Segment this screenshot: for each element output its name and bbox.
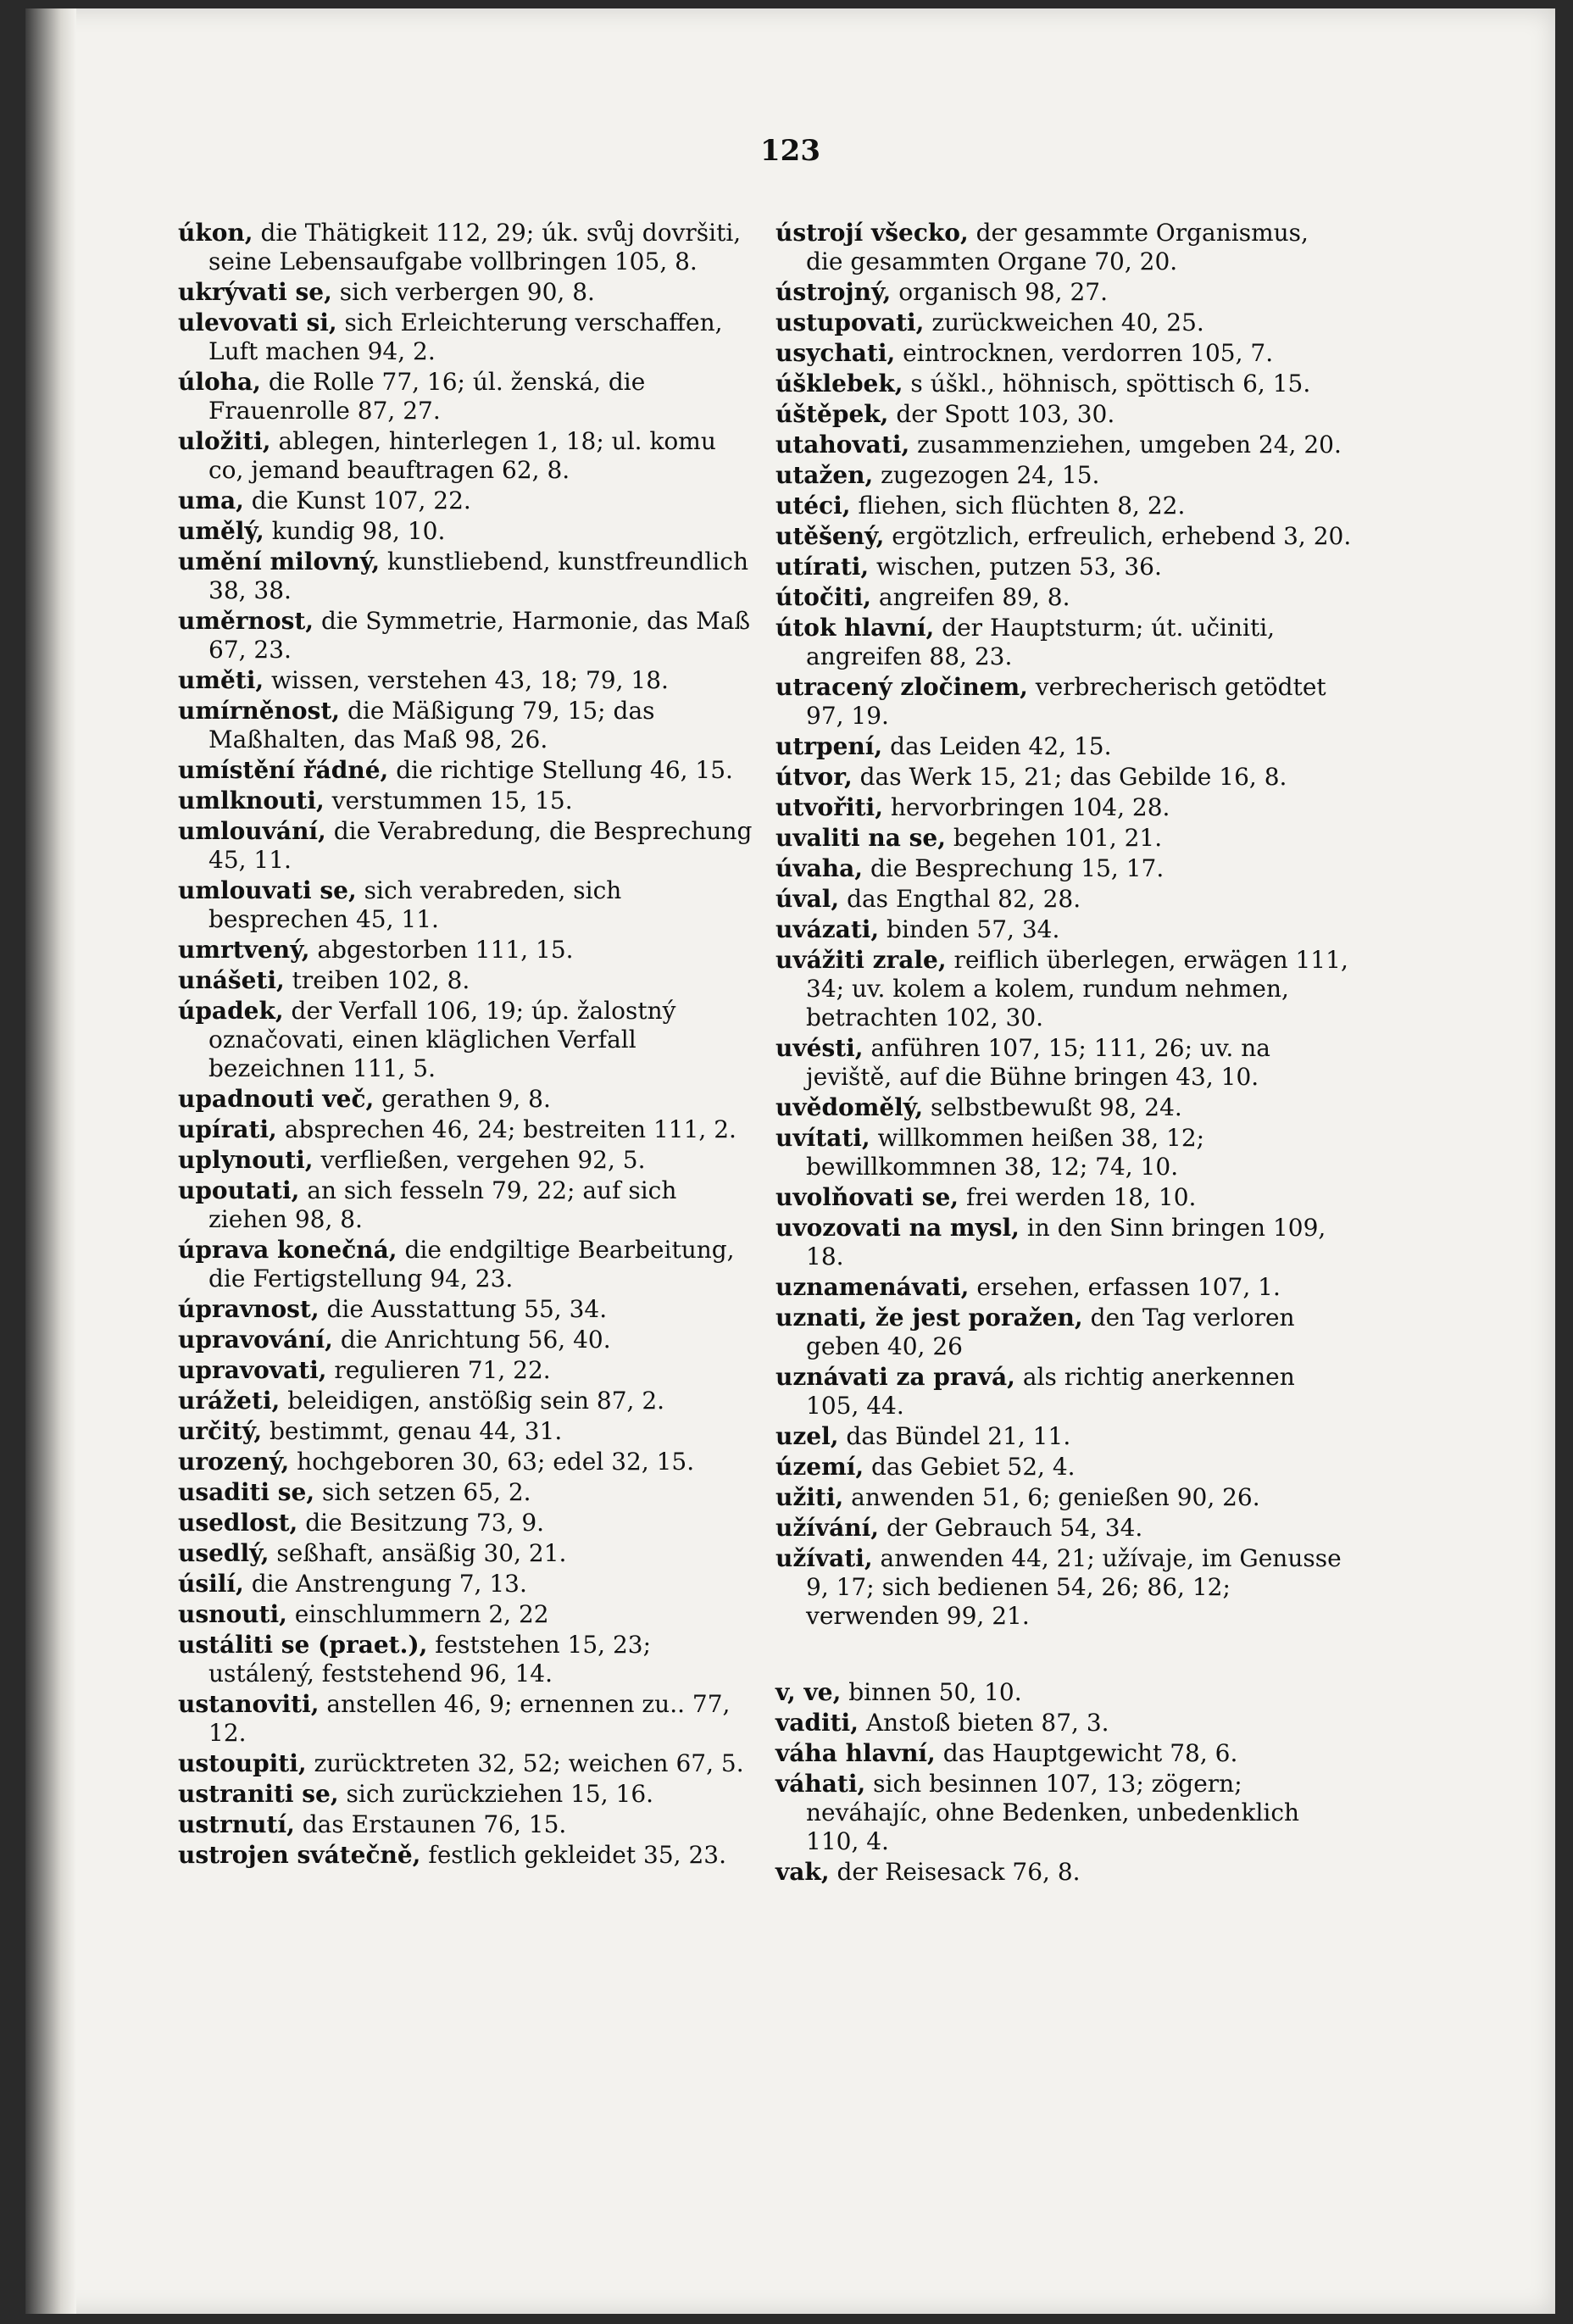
dictionary-entry xyxy=(178,1356,754,1385)
entry-headword: umělý, xyxy=(178,517,264,545)
entry-translation: sich Erleichterung verschaffen, Luft machen 94, 2. xyxy=(208,309,723,365)
dictionary-entry xyxy=(775,1273,1352,1302)
entry-translation: ergötzlich, erfreulich, erhebend 3, 20. xyxy=(892,522,1352,550)
entry-headword: útvor, xyxy=(775,763,853,791)
dictionary-entry xyxy=(775,1363,1352,1421)
entry-translation: anwenden 44, 21; užívaje, im Genusse 9, 17; sich bedienen 54, 26; 86, 12; verwenden 99, 21. xyxy=(806,1544,1342,1630)
entry-headword: umlknouti, xyxy=(178,787,325,815)
dictionary-entry xyxy=(775,1093,1352,1122)
page-number: 123 xyxy=(760,134,820,168)
entry-headword: utažen, xyxy=(775,461,874,489)
entry-translation: kunstliebend, kunstfreundlich 38, 38. xyxy=(208,548,748,604)
entry-headword: ústrojný, xyxy=(775,278,892,306)
entry-translation: sich setzen 65, 2. xyxy=(322,1478,531,1506)
entry-translation: als richtig anerkennen 105, 44. xyxy=(806,1363,1295,1420)
dictionary-entry xyxy=(775,915,1352,944)
dictionary-entry xyxy=(775,553,1352,581)
entry-translation: die Thätigkeit 112, 29; úk. svůj dovršiti, seine Lebensaufgabe vollbringen 105, 8. xyxy=(208,219,742,275)
dictionary-entry xyxy=(775,1858,1352,1887)
entry-headword: uvaliti na se, xyxy=(775,824,946,852)
entry-headword: ustupovati, xyxy=(775,309,925,336)
dictionary-entry xyxy=(775,1483,1352,1512)
dictionary-entry xyxy=(178,997,754,1083)
entry-translation: zurückweichen 40, 25. xyxy=(931,309,1204,336)
entry-headword: území, xyxy=(775,1453,864,1481)
dictionary-entry xyxy=(775,1422,1352,1451)
entry-translation: das Hauptgewicht 78, 6. xyxy=(942,1739,1238,1767)
entry-headword: uznati, že jest poražen, xyxy=(775,1304,1083,1332)
entry-headword: úšklebek, xyxy=(775,370,903,398)
dictionary-entry xyxy=(178,1570,754,1598)
entry-translation: anstellen 46, 9; ernennen zu.. 77, 12. xyxy=(208,1690,731,1747)
entry-translation: festlich gekleidet 35, 23. xyxy=(428,1841,726,1869)
dictionary-entry xyxy=(775,1124,1352,1181)
dictionary-entry xyxy=(775,219,1352,276)
entry-translation: s úškl., höhnisch, spöttisch 6, 15. xyxy=(910,370,1311,398)
entry-translation: die Kunst 107, 22. xyxy=(251,486,471,514)
dictionary-entry xyxy=(775,583,1352,612)
dictionary-entry xyxy=(178,787,754,815)
entry-headword: utahovati, xyxy=(775,431,910,459)
entry-translation: zusammenziehen, umgeben 24, 20. xyxy=(917,431,1342,459)
entry-headword: usedlý, xyxy=(178,1539,270,1567)
right-column xyxy=(775,219,1352,1888)
book-page xyxy=(25,8,1555,2314)
entry-translation: verfließen, vergehen 92, 5. xyxy=(320,1146,646,1174)
entry-headword: utrpení, xyxy=(775,732,883,760)
entry-translation: sich verbergen 90, 8. xyxy=(339,278,595,306)
entry-translation: anführen 107, 15; 111, 26; uv. na jeviště, auf die Bühne bringen 43, 10. xyxy=(806,1034,1270,1091)
dictionary-entry xyxy=(178,219,754,276)
entry-headword: ustáliti se (praet.), xyxy=(178,1631,428,1659)
dictionary-entry xyxy=(775,732,1352,761)
dictionary-entry xyxy=(775,854,1352,883)
entry-translation: das Bündel 21, 11. xyxy=(846,1422,1071,1450)
entry-translation: wissen, verstehen 43, 18; 79, 18. xyxy=(271,666,669,694)
entry-translation: sich besinnen 107, 13; zögern; neváhajíc, ohne Bedenken, unbedenklich 110, 4. xyxy=(806,1770,1300,1855)
entry-headword: umístění řádné, xyxy=(178,756,389,784)
entry-translation: die Mäßigung 79, 15; das Maßhalten, das Maß 98, 26. xyxy=(208,697,655,753)
entry-translation: absprechen 46, 24; bestreiten 111, 2. xyxy=(284,1115,736,1143)
entry-headword: váhati, xyxy=(775,1770,866,1798)
entry-translation: binnen 50, 10. xyxy=(848,1678,1022,1706)
entry-headword: usedlost, xyxy=(178,1509,298,1537)
entry-headword: úprava konečná, xyxy=(178,1236,397,1264)
entry-headword: ustrojen svátečně, xyxy=(178,1841,421,1869)
dictionary-entry xyxy=(775,793,1352,822)
dictionary-entry xyxy=(775,309,1352,337)
dictionary-entry xyxy=(178,1326,754,1354)
entry-translation: hervorbringen 104, 28. xyxy=(890,793,1170,821)
dictionary-entry xyxy=(775,763,1352,792)
entry-translation: regulieren 71, 22. xyxy=(334,1356,551,1384)
dictionary-entry xyxy=(178,1417,754,1446)
entry-translation: die endgiltige Bearbeitung, die Fertigstellung 94, 23. xyxy=(208,1236,735,1293)
entry-translation: den Tag verloren geben 40, 26 xyxy=(806,1304,1295,1360)
dictionary-entry xyxy=(178,1115,754,1144)
entry-headword: ústrojí všecko, xyxy=(775,219,969,247)
entry-translation: der Reisesack 76, 8. xyxy=(837,1858,1081,1886)
dictionary-entry xyxy=(178,817,754,875)
entry-headword: utracený zločinem, xyxy=(775,673,1028,701)
entry-headword: upravování, xyxy=(178,1326,333,1354)
entry-translation: die Ausstattung 55, 34. xyxy=(326,1295,608,1323)
entry-headword: užívání, xyxy=(775,1514,880,1542)
entry-headword: uložiti, xyxy=(178,427,271,455)
entry-translation: in den Sinn bringen 109, 18. xyxy=(806,1214,1326,1270)
dictionary-entry xyxy=(178,1509,754,1537)
dictionary-entry xyxy=(775,1770,1352,1856)
dictionary-entry xyxy=(775,673,1352,731)
entry-translation: das Engthal 82, 28. xyxy=(847,885,1081,913)
entry-headword: úpadek, xyxy=(178,997,284,1025)
entry-translation: der Hauptsturm; út. učiniti, angreifen 88, 23. xyxy=(806,614,1276,670)
entry-headword: umlouvati se, xyxy=(178,876,357,904)
entry-translation: der Spott 103, 30. xyxy=(896,400,1115,428)
entry-headword: úval, xyxy=(775,885,840,913)
entry-translation: verstummen 15, 15. xyxy=(331,787,573,815)
entry-headword: uzel, xyxy=(775,1422,839,1450)
entry-headword: úštěpek, xyxy=(775,400,889,428)
entry-translation: das Werk 15, 21; das Gebilde 16, 8. xyxy=(859,763,1287,791)
entry-translation: beleidigen, anstößig sein 87, 2. xyxy=(287,1387,665,1415)
entry-translation: abgestorben 111, 15. xyxy=(317,936,574,964)
dictionary-entry xyxy=(775,1514,1352,1543)
entry-headword: umírněnost, xyxy=(178,697,341,725)
entry-headword: upírati, xyxy=(178,1115,277,1143)
entry-headword: užiti, xyxy=(775,1483,844,1511)
entry-translation: der Gebrauch 54, 34. xyxy=(886,1514,1143,1542)
right-column-v-entries xyxy=(775,1678,1352,1887)
entry-headword: uznamenávati, xyxy=(775,1273,970,1301)
entry-headword: urážeti, xyxy=(178,1387,281,1415)
entry-headword: uvědomělý, xyxy=(775,1093,924,1121)
entry-headword: uvážiti zrale, xyxy=(775,946,947,974)
dictionary-entry xyxy=(178,1810,754,1839)
entry-translation: das Gebiet 52, 4. xyxy=(871,1453,1076,1481)
dictionary-entry xyxy=(178,1478,754,1507)
entry-headword: váha hlavní, xyxy=(775,1739,936,1767)
entry-headword: ustanoviti, xyxy=(178,1690,320,1718)
entry-translation: sich zurückziehen 15, 16. xyxy=(346,1780,654,1808)
dictionary-entry xyxy=(178,517,754,546)
entry-headword: usnouti, xyxy=(178,1600,287,1628)
entry-translation: sich verabreden, sich besprechen 45, 11. xyxy=(208,876,622,933)
entry-headword: uvítati, xyxy=(775,1124,870,1152)
entry-translation: organisch 98, 27. xyxy=(898,278,1109,306)
entry-headword: upadnouti več, xyxy=(178,1085,375,1113)
entry-headword: vak, xyxy=(775,1858,830,1886)
entry-translation: eintrocknen, verdorren 105, 7. xyxy=(903,339,1274,367)
entry-translation: selbstbewußt 98, 24. xyxy=(931,1093,1182,1121)
dictionary-entry xyxy=(775,1709,1352,1737)
entry-headword: unášeti, xyxy=(178,966,285,994)
entry-translation: an sich fesseln 79, 22; auf sich ziehen 98, 8. xyxy=(208,1176,677,1233)
dictionary-entry xyxy=(775,339,1352,368)
right-column-u-entries xyxy=(775,219,1352,1631)
entry-translation: bestimmt, genau 44, 31. xyxy=(269,1417,563,1445)
entry-translation: binden 57, 34. xyxy=(887,915,1060,943)
entry-translation: ersehen, erfassen 107, 1. xyxy=(976,1273,1281,1301)
entry-translation: ablegen, hinterlegen 1, 18; ul. komu co, jemand beauftragen 62, 8. xyxy=(208,427,716,484)
dictionary-entry xyxy=(775,1304,1352,1361)
dictionary-entry xyxy=(178,1631,754,1688)
entry-headword: umrtvený, xyxy=(178,936,310,964)
entry-headword: utěšený, xyxy=(775,522,885,550)
dictionary-entry xyxy=(178,1539,754,1568)
dictionary-entry xyxy=(178,1690,754,1748)
entry-headword: útok hlavní, xyxy=(775,614,935,642)
entry-headword: úsilí, xyxy=(178,1570,244,1598)
entry-headword: usychati, xyxy=(775,339,896,367)
entry-headword: určitý, xyxy=(178,1417,263,1445)
dictionary-entry xyxy=(178,1085,754,1114)
entry-headword: vaditi, xyxy=(775,1709,859,1737)
section-gap xyxy=(775,1632,1352,1678)
entry-translation: treiben 102, 8. xyxy=(292,966,470,994)
entry-translation: begehen 101, 21. xyxy=(953,824,1163,852)
entry-headword: uvázati, xyxy=(775,915,880,943)
dictionary-entry xyxy=(178,756,754,785)
entry-translation: das Leiden 42, 15. xyxy=(890,732,1112,760)
left-column xyxy=(178,219,754,1871)
entry-headword: úpravnost, xyxy=(178,1295,320,1323)
entry-translation: gerathen 9, 8. xyxy=(381,1085,551,1113)
dictionary-entry xyxy=(178,278,754,307)
entry-headword: utéci, xyxy=(775,492,851,520)
entry-headword: ustrnutí, xyxy=(178,1810,295,1838)
entry-translation: der Verfall 106, 19; úp. žalostný označovati, einen kläglichen Verfall bezeichnen 111, 5. xyxy=(208,997,676,1082)
dictionary-entry xyxy=(775,1453,1352,1482)
dictionary-entry xyxy=(178,1841,754,1870)
dictionary-entry xyxy=(178,1780,754,1809)
dictionary-entry xyxy=(775,522,1352,551)
dictionary-entry xyxy=(178,697,754,754)
entry-translation: die Besprechung 15, 17. xyxy=(870,854,1164,882)
entry-translation: die Rolle 77, 16; úl. ženská, die Frauenrolle 87, 27. xyxy=(208,368,646,425)
dictionary-entry xyxy=(178,1387,754,1415)
entry-translation: anwenden 51, 6; genießen 90, 26. xyxy=(851,1483,1260,1511)
entry-headword: ulevovati si, xyxy=(178,309,337,336)
entry-translation: zurücktreten 32, 52; weichen 67, 5. xyxy=(314,1749,744,1777)
dictionary-entry xyxy=(775,431,1352,459)
dictionary-entry xyxy=(775,461,1352,490)
entry-translation: feststehen 15, 23; ustálený, feststehend 96, 14. xyxy=(208,1631,652,1687)
entry-translation: die richtige Stellung 46, 15. xyxy=(396,756,733,784)
entry-headword: umlouvání, xyxy=(178,817,326,845)
entry-translation: wischen, putzen 53, 36. xyxy=(876,553,1162,581)
entry-headword: uměti, xyxy=(178,666,264,694)
dictionary-entry xyxy=(178,427,754,485)
dictionary-entry xyxy=(178,876,754,934)
entry-translation: seßhaft, ansäßig 30, 21. xyxy=(276,1539,567,1567)
entry-headword: uma, xyxy=(178,486,244,514)
dictionary-entry xyxy=(775,824,1352,853)
dictionary-entry xyxy=(178,1295,754,1324)
dictionary-entry xyxy=(178,1236,754,1293)
entry-translation: reiflich überlegen, erwägen 111, 34; uv. kolem a kolem, rundum nehmen, betrachten 102, 30. xyxy=(806,946,1348,1031)
dictionary-entry xyxy=(775,1544,1352,1631)
entry-translation: kundig 98, 10. xyxy=(271,517,446,545)
dictionary-entry xyxy=(775,1214,1352,1271)
entry-headword: užívati, xyxy=(775,1544,873,1572)
dictionary-entry xyxy=(178,936,754,965)
entry-headword: uznávati za pravá, xyxy=(775,1363,1015,1391)
entry-translation: die Verabredung, die Besprechung 45, 11. xyxy=(208,817,753,874)
entry-headword: útočiti, xyxy=(775,583,871,611)
dictionary-entry xyxy=(178,309,754,366)
dictionary-entry xyxy=(775,946,1352,1032)
dictionary-entry xyxy=(775,614,1352,671)
entry-translation: fliehen, sich flüchten 8, 22. xyxy=(858,492,1186,520)
entry-headword: uvozovati na mysl, xyxy=(775,1214,1020,1242)
dictionary-entry xyxy=(775,1739,1352,1768)
entry-translation: angreifen 89, 8. xyxy=(878,583,1070,611)
dictionary-entry xyxy=(775,492,1352,520)
entry-translation: der gesammte Organismus, die gesammten Organe 70, 20. xyxy=(806,219,1309,275)
dictionary-entry xyxy=(178,368,754,425)
entry-translation: die Symmetrie, Harmonie, das Maß 67, 23. xyxy=(208,607,751,664)
entry-translation: hochgeboren 30, 63; edel 32, 15. xyxy=(297,1448,695,1476)
entry-translation: zugezogen 24, 15. xyxy=(881,461,1100,489)
entry-headword: úkon, xyxy=(178,219,253,247)
entry-headword: v, ve, xyxy=(775,1678,842,1706)
entry-translation: Anstoß bieten 87, 3. xyxy=(865,1709,1109,1737)
entry-headword: upravovati, xyxy=(178,1356,327,1384)
entry-headword: úvaha, xyxy=(775,854,864,882)
entry-headword: utírati, xyxy=(775,553,870,581)
dictionary-entry xyxy=(178,607,754,664)
entry-translation: willkommen heißen 38, 12; bewillkommnen 38, 12; 74, 10. xyxy=(806,1124,1205,1181)
dictionary-entry xyxy=(775,278,1352,307)
page-binding-shadow xyxy=(25,8,76,2314)
dictionary-entry xyxy=(178,966,754,995)
dictionary-entry xyxy=(178,1600,754,1629)
entry-headword: uplynouti, xyxy=(178,1146,314,1174)
entry-translation: die Besitzung 73, 9. xyxy=(305,1509,545,1537)
entry-headword: urozený, xyxy=(178,1448,290,1476)
entry-headword: uměrnost, xyxy=(178,607,314,635)
entry-headword: ustoupiti, xyxy=(178,1749,307,1777)
entry-headword: utvořiti, xyxy=(775,793,883,821)
entry-translation: die Anrichtung 56, 40. xyxy=(340,1326,611,1354)
dictionary-entry xyxy=(775,370,1352,398)
dictionary-entry xyxy=(178,1749,754,1778)
dictionary-entry xyxy=(178,486,754,515)
entry-headword: ustraniti se, xyxy=(178,1780,339,1808)
entry-headword: uvolňovati se, xyxy=(775,1183,959,1211)
dictionary-entry xyxy=(775,1678,1352,1707)
entry-headword: upoutati, xyxy=(178,1176,300,1204)
entry-headword: usaditi se, xyxy=(178,1478,315,1506)
dictionary-entry xyxy=(775,1034,1352,1092)
dictionary-entry xyxy=(178,1448,754,1476)
entry-headword: ukrývati se, xyxy=(178,278,332,306)
entry-translation: verbrecherisch getödtet 97, 19. xyxy=(806,673,1326,730)
dictionary-entry xyxy=(178,666,754,695)
entry-headword: umění milovný, xyxy=(178,548,381,575)
dictionary-entry xyxy=(775,1183,1352,1212)
entry-headword: úloha, xyxy=(178,368,261,396)
entry-translation: frei werden 18, 10. xyxy=(965,1183,1197,1211)
dictionary-entry xyxy=(775,400,1352,429)
entry-headword: uvésti, xyxy=(775,1034,864,1062)
dictionary-entry xyxy=(178,1146,754,1175)
entry-translation: einschlummern 2, 22 xyxy=(294,1600,549,1628)
dictionary-entry xyxy=(178,1176,754,1234)
dictionary-entry xyxy=(775,885,1352,914)
entry-translation: die Anstrengung 7, 13. xyxy=(251,1570,527,1598)
dictionary-entry xyxy=(178,548,754,605)
entry-translation: das Erstaunen 76, 15. xyxy=(302,1810,567,1838)
